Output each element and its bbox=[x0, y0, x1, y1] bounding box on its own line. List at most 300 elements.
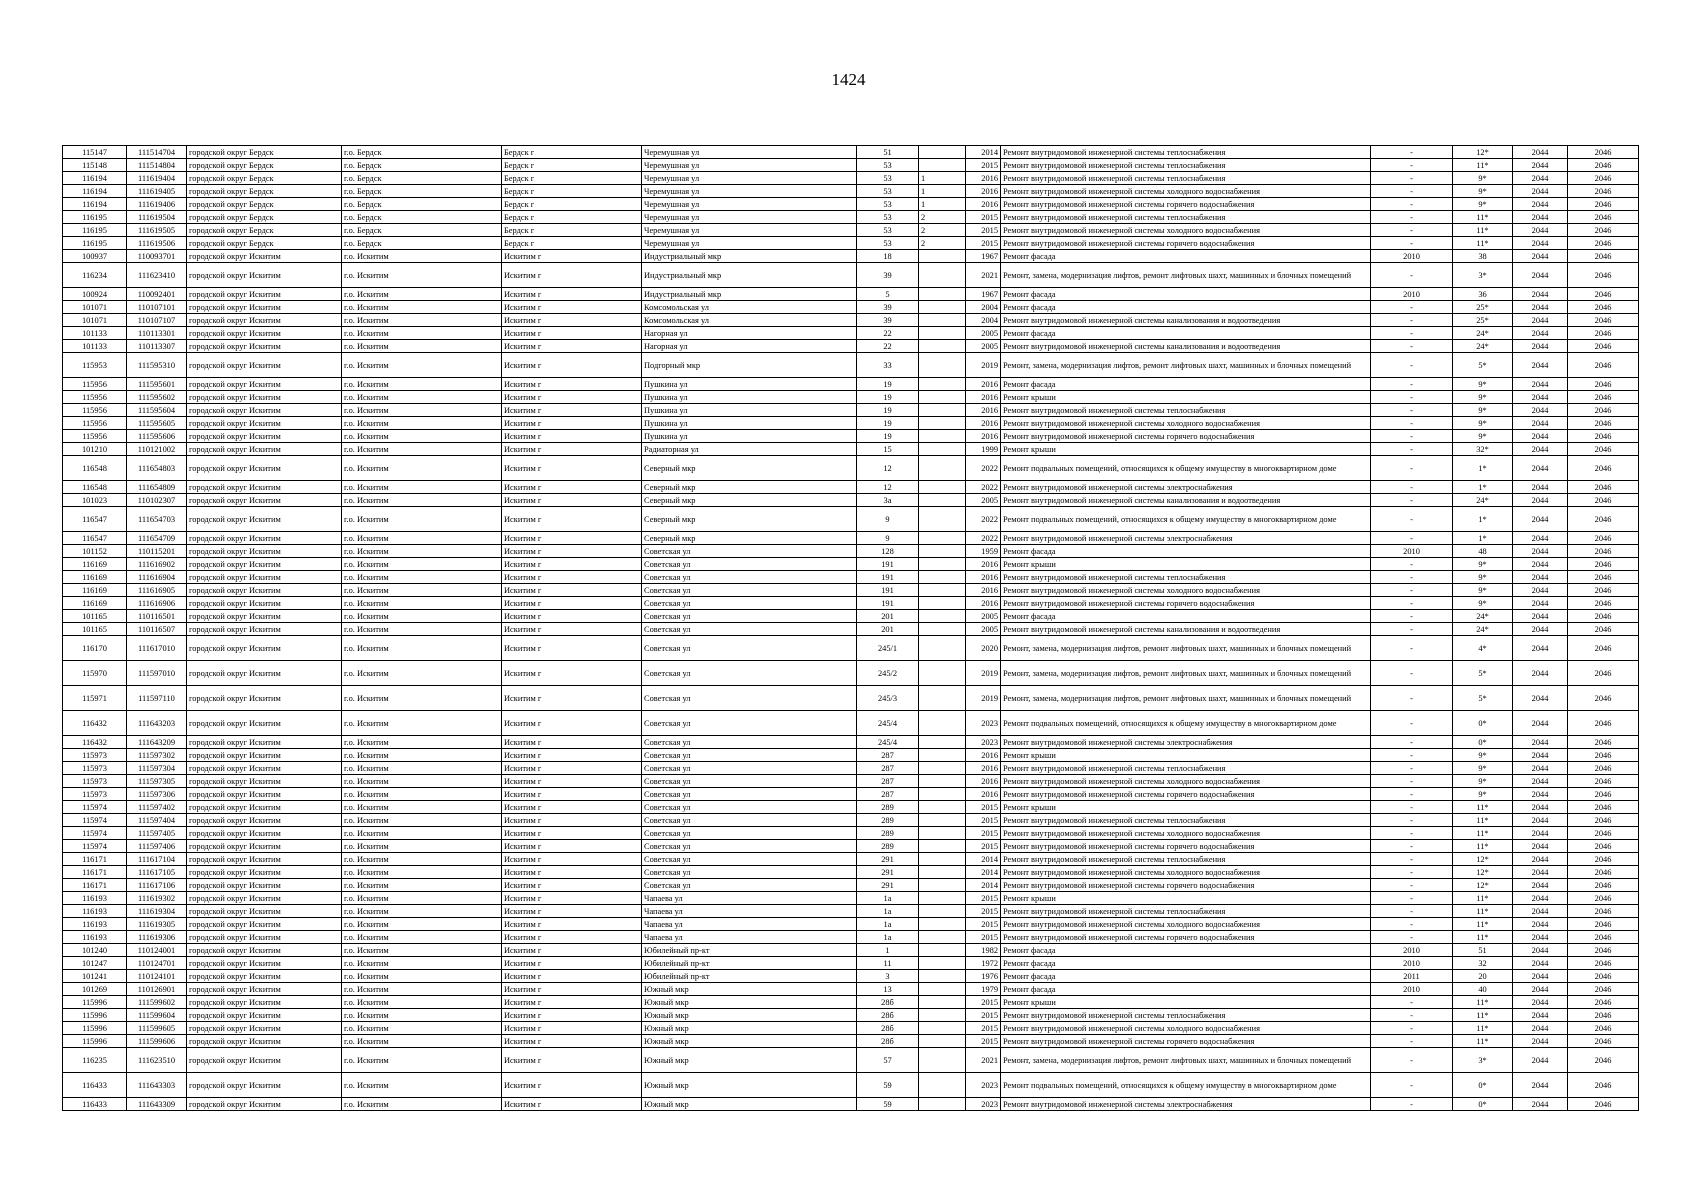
cell-settlement: г.о. Искитим bbox=[342, 661, 502, 686]
cell-years-since: 24* bbox=[1453, 610, 1513, 623]
cell-house-id: 115996 bbox=[63, 996, 127, 1009]
cell-work-type: Ремонт внутридомовой инженерной системы горячего водоснабжения bbox=[1001, 1035, 1371, 1048]
cell-house-number: 19 bbox=[857, 417, 919, 430]
cell-locality: Искитим г bbox=[502, 250, 642, 263]
cell-locality: Искитим г bbox=[502, 288, 642, 301]
cell-locality: Искитим г bbox=[502, 711, 642, 736]
cell-street: Индустриальный мкр bbox=[642, 288, 857, 301]
cell-work-type: Ремонт фасада bbox=[1001, 957, 1371, 970]
cell-plan-start: 2044 bbox=[1513, 827, 1568, 840]
cell-house-number: 53 bbox=[857, 172, 919, 185]
cell-year-built: 2021 bbox=[966, 1048, 1001, 1073]
table-row bbox=[63, 775, 1639, 788]
cell-settlement: г.о. Искитим bbox=[342, 983, 502, 996]
table-row bbox=[63, 686, 1639, 711]
cell-last-repair-year: - bbox=[1371, 814, 1453, 827]
cell-year-built: 2015 bbox=[966, 159, 1001, 172]
cell-house-id: 100924 bbox=[63, 288, 127, 301]
cell-work-id: 111654809 bbox=[127, 481, 187, 494]
cell-last-repair-year: 2010 bbox=[1371, 545, 1453, 558]
cell-work-type: Ремонт внутридомовой инженерной системы холодного водоснабжения bbox=[1001, 775, 1371, 788]
cell-building bbox=[919, 146, 966, 159]
cell-municipality: городской округ Искитим bbox=[187, 443, 342, 456]
cell-municipality: городской округ Искитим bbox=[187, 1022, 342, 1035]
table-row bbox=[63, 571, 1639, 584]
cell-locality: Искитим г bbox=[502, 507, 642, 532]
cell-settlement: г.о. Искитим bbox=[342, 558, 502, 571]
cell-locality: Искитим г bbox=[502, 686, 642, 711]
cell-street: Северный мкр bbox=[642, 532, 857, 545]
cell-house-id: 115973 bbox=[63, 788, 127, 801]
cell-house-id: 115953 bbox=[63, 353, 127, 378]
cell-locality: Искитим г bbox=[502, 636, 642, 661]
cell-years-since: 25* bbox=[1453, 314, 1513, 327]
cell-work-id: 111597302 bbox=[127, 749, 187, 762]
cell-work-id: 110124701 bbox=[127, 957, 187, 970]
cell-last-repair-year: - bbox=[1371, 1048, 1453, 1073]
cell-settlement: г.о. Искитим bbox=[342, 736, 502, 749]
cell-years-since: 11* bbox=[1453, 840, 1513, 853]
cell-building bbox=[919, 417, 966, 430]
cell-street: Черемушная ул bbox=[642, 146, 857, 159]
cell-year-built: 2005 bbox=[966, 327, 1001, 340]
cell-last-repair-year: 2010 bbox=[1371, 250, 1453, 263]
cell-house-id: 116193 bbox=[63, 905, 127, 918]
cell-plan-start: 2044 bbox=[1513, 558, 1568, 571]
cell-year-built: 2016 bbox=[966, 404, 1001, 417]
cell-municipality: городской округ Искитим bbox=[187, 636, 342, 661]
cell-house-id: 116432 bbox=[63, 711, 127, 736]
cell-plan-start: 2044 bbox=[1513, 749, 1568, 762]
cell-year-built: 2015 bbox=[966, 840, 1001, 853]
cell-work-type: Ремонт крыши bbox=[1001, 391, 1371, 404]
cell-house-id: 101071 bbox=[63, 301, 127, 314]
table-row bbox=[63, 545, 1639, 558]
cell-year-built: 2016 bbox=[966, 762, 1001, 775]
cell-last-repair-year: - bbox=[1371, 172, 1453, 185]
cell-building bbox=[919, 636, 966, 661]
table-row bbox=[63, 636, 1639, 661]
cell-settlement: г.о. Искитим bbox=[342, 481, 502, 494]
cell-plan-start: 2044 bbox=[1513, 584, 1568, 597]
cell-work-type: Ремонт фасада bbox=[1001, 610, 1371, 623]
cell-years-since: 9* bbox=[1453, 584, 1513, 597]
cell-work-type: Ремонт внутридомовой инженерной системы горячего водоснабжения bbox=[1001, 597, 1371, 610]
cell-house-id: 116548 bbox=[63, 456, 127, 481]
cell-settlement: г.о. Бердск bbox=[342, 172, 502, 185]
cell-year-built: 2016 bbox=[966, 378, 1001, 391]
cell-plan-end: 2046 bbox=[1568, 1073, 1639, 1098]
cell-house-number: 28б bbox=[857, 1035, 919, 1048]
cell-plan-end: 2046 bbox=[1568, 623, 1639, 636]
cell-last-repair-year: - bbox=[1371, 623, 1453, 636]
cell-plan-end: 2046 bbox=[1568, 263, 1639, 288]
cell-work-type: Ремонт внутридомовой инженерной системы теплоснабжения bbox=[1001, 814, 1371, 827]
cell-house-number: 289 bbox=[857, 801, 919, 814]
cell-house-id: 116235 bbox=[63, 1048, 127, 1073]
table-row bbox=[63, 788, 1639, 801]
cell-building: 1 bbox=[919, 185, 966, 198]
cell-plan-start: 2044 bbox=[1513, 250, 1568, 263]
cell-settlement: г.о. Искитим bbox=[342, 391, 502, 404]
cell-house-number: 291 bbox=[857, 879, 919, 892]
table-row bbox=[63, 301, 1639, 314]
cell-plan-end: 2046 bbox=[1568, 957, 1639, 970]
table-row bbox=[63, 905, 1639, 918]
cell-locality: Искитим г bbox=[502, 481, 642, 494]
cell-house-id: 101165 bbox=[63, 610, 127, 623]
cell-locality: Искитим г bbox=[502, 749, 642, 762]
cell-locality: Бердск г bbox=[502, 159, 642, 172]
cell-locality: Искитим г bbox=[502, 443, 642, 456]
cell-building: 2 bbox=[919, 211, 966, 224]
cell-plan-start: 2044 bbox=[1513, 814, 1568, 827]
cell-work-id: 110092401 bbox=[127, 288, 187, 301]
cell-building bbox=[919, 571, 966, 584]
cell-last-repair-year: - bbox=[1371, 636, 1453, 661]
cell-building bbox=[919, 686, 966, 711]
cell-settlement: г.о. Искитим bbox=[342, 1022, 502, 1035]
cell-years-since: 32 bbox=[1453, 957, 1513, 970]
cell-last-repair-year: - bbox=[1371, 584, 1453, 597]
cell-work-type: Ремонт внутридомовой инженерной системы теплоснабжения bbox=[1001, 1009, 1371, 1022]
cell-year-built: 2016 bbox=[966, 775, 1001, 788]
cell-year-built: 2014 bbox=[966, 853, 1001, 866]
cell-municipality: городской округ Искитим bbox=[187, 661, 342, 686]
cell-locality: Искитим г bbox=[502, 879, 642, 892]
cell-years-since: 24* bbox=[1453, 340, 1513, 353]
cell-last-repair-year: 2010 bbox=[1371, 957, 1453, 970]
cell-plan-start: 2044 bbox=[1513, 711, 1568, 736]
cell-building bbox=[919, 250, 966, 263]
cell-year-built: 2015 bbox=[966, 237, 1001, 250]
cell-work-type: Ремонт внутридомовой инженерной системы теплоснабжения bbox=[1001, 762, 1371, 775]
cell-house-number: 5 bbox=[857, 288, 919, 301]
cell-locality: Искитим г bbox=[502, 391, 642, 404]
table-row bbox=[63, 288, 1639, 301]
cell-years-since: 36 bbox=[1453, 288, 1513, 301]
cell-building bbox=[919, 879, 966, 892]
cell-street: Черемушная ул bbox=[642, 159, 857, 172]
cell-work-id: 111616902 bbox=[127, 558, 187, 571]
cell-plan-end: 2046 bbox=[1568, 636, 1639, 661]
cell-year-built: 2023 bbox=[966, 1073, 1001, 1098]
cell-locality: Искитим г bbox=[502, 610, 642, 623]
cell-house-number: 53 bbox=[857, 237, 919, 250]
cell-settlement: г.о. Искитим bbox=[342, 1073, 502, 1098]
cell-work-type: Ремонт крыши bbox=[1001, 996, 1371, 1009]
cell-last-repair-year: - bbox=[1371, 263, 1453, 288]
cell-work-id: 111654803 bbox=[127, 456, 187, 481]
cell-street: Черемушная ул bbox=[642, 198, 857, 211]
cell-plan-start: 2044 bbox=[1513, 853, 1568, 866]
cell-locality: Искитим г bbox=[502, 340, 642, 353]
cell-work-type: Ремонт внутридомовой инженерной системы холодного водоснабжения bbox=[1001, 224, 1371, 237]
cell-building bbox=[919, 827, 966, 840]
cell-plan-end: 2046 bbox=[1568, 970, 1639, 983]
cell-plan-end: 2046 bbox=[1568, 944, 1639, 957]
cell-plan-start: 2044 bbox=[1513, 610, 1568, 623]
cell-house-number: 191 bbox=[857, 571, 919, 584]
cell-settlement: г.о. Бердск bbox=[342, 198, 502, 211]
cell-last-repair-year: - bbox=[1371, 340, 1453, 353]
cell-plan-start: 2044 bbox=[1513, 1035, 1568, 1048]
cell-years-since: 11* bbox=[1453, 211, 1513, 224]
cell-house-number: 287 bbox=[857, 749, 919, 762]
cell-municipality: городской округ Искитим bbox=[187, 762, 342, 775]
cell-house-id: 115996 bbox=[63, 1022, 127, 1035]
cell-house-number: 191 bbox=[857, 597, 919, 610]
cell-work-id: 111617106 bbox=[127, 879, 187, 892]
cell-work-id: 111597406 bbox=[127, 840, 187, 853]
cell-house-number: 289 bbox=[857, 827, 919, 840]
cell-building bbox=[919, 1048, 966, 1073]
table-row bbox=[63, 1035, 1639, 1048]
cell-street: Южный мкр bbox=[642, 1098, 857, 1111]
cell-last-repair-year: - bbox=[1371, 558, 1453, 571]
cell-settlement: г.о. Искитим bbox=[342, 775, 502, 788]
cell-street: Юбилейный пр-кт bbox=[642, 957, 857, 970]
cell-year-built: 2022 bbox=[966, 507, 1001, 532]
table-row bbox=[63, 918, 1639, 931]
cell-work-type: Ремонт внутридомовой инженерной системы холодного водоснабжения bbox=[1001, 417, 1371, 430]
cell-street: Советская ул bbox=[642, 775, 857, 788]
cell-work-type: Ремонт внутридомовой инженерной системы горячего водоснабжения bbox=[1001, 198, 1371, 211]
cell-work-type: Ремонт, замена, модернизация лифтов, ремонт лифтовых шахт, машинных и блочных помещений bbox=[1001, 636, 1371, 661]
cell-plan-end: 2046 bbox=[1568, 853, 1639, 866]
cell-years-since: 11* bbox=[1453, 801, 1513, 814]
cell-settlement: г.о. Искитим bbox=[342, 430, 502, 443]
table-row bbox=[63, 970, 1639, 983]
page-number: 1424 bbox=[831, 70, 866, 89]
table-row bbox=[63, 623, 1639, 636]
cell-last-repair-year: 2011 bbox=[1371, 970, 1453, 983]
cell-last-repair-year: - bbox=[1371, 762, 1453, 775]
table-row bbox=[63, 1098, 1639, 1111]
cell-plan-end: 2046 bbox=[1568, 610, 1639, 623]
cell-building bbox=[919, 775, 966, 788]
cell-plan-end: 2046 bbox=[1568, 391, 1639, 404]
cell-locality: Искитим г bbox=[502, 983, 642, 996]
cell-years-since: 11* bbox=[1453, 931, 1513, 944]
cell-year-built: 2016 bbox=[966, 417, 1001, 430]
cell-building bbox=[919, 996, 966, 1009]
cell-work-type: Ремонт фасада bbox=[1001, 983, 1371, 996]
cell-house-number: 245/4 bbox=[857, 711, 919, 736]
cell-locality: Искитим г bbox=[502, 931, 642, 944]
cell-year-built: 2015 bbox=[966, 1009, 1001, 1022]
cell-years-since: 11* bbox=[1453, 1009, 1513, 1022]
cell-work-id: 111597405 bbox=[127, 827, 187, 840]
cell-house-id: 101152 bbox=[63, 545, 127, 558]
cell-years-since: 12* bbox=[1453, 853, 1513, 866]
cell-plan-end: 2046 bbox=[1568, 736, 1639, 749]
table-row bbox=[63, 957, 1639, 970]
cell-street: Советская ул bbox=[642, 866, 857, 879]
cell-years-since: 1* bbox=[1453, 532, 1513, 545]
cell-plan-start: 2044 bbox=[1513, 404, 1568, 417]
cell-street: Чапаева ул bbox=[642, 918, 857, 931]
cell-plan-start: 2044 bbox=[1513, 353, 1568, 378]
cell-work-id: 111616904 bbox=[127, 571, 187, 584]
cell-work-id: 110124101 bbox=[127, 970, 187, 983]
cell-work-type: Ремонт внутридомовой инженерной системы теплоснабжения bbox=[1001, 146, 1371, 159]
cell-years-since: 5* bbox=[1453, 353, 1513, 378]
cell-settlement: г.о. Искитим bbox=[342, 749, 502, 762]
cell-year-built: 2023 bbox=[966, 711, 1001, 736]
cell-plan-start: 2044 bbox=[1513, 237, 1568, 250]
cell-street: Советская ул bbox=[642, 879, 857, 892]
cell-locality: Искитим г bbox=[502, 736, 642, 749]
cell-house-id: 115956 bbox=[63, 430, 127, 443]
cell-work-id: 111595601 bbox=[127, 378, 187, 391]
cell-house-id: 116169 bbox=[63, 597, 127, 610]
cell-year-built: 2015 bbox=[966, 996, 1001, 1009]
cell-plan-start: 2044 bbox=[1513, 905, 1568, 918]
cell-building bbox=[919, 905, 966, 918]
table-row bbox=[63, 558, 1639, 571]
cell-house-id: 116193 bbox=[63, 931, 127, 944]
table-row bbox=[63, 879, 1639, 892]
cell-year-built: 2015 bbox=[966, 1022, 1001, 1035]
cell-plan-end: 2046 bbox=[1568, 775, 1639, 788]
cell-years-since: 1* bbox=[1453, 507, 1513, 532]
cell-work-id: 111619506 bbox=[127, 237, 187, 250]
cell-work-type: Ремонт крыши bbox=[1001, 558, 1371, 571]
cell-plan-end: 2046 bbox=[1568, 866, 1639, 879]
cell-years-since: 1* bbox=[1453, 481, 1513, 494]
cell-years-since: 9* bbox=[1453, 404, 1513, 417]
cell-house-id: 115956 bbox=[63, 378, 127, 391]
cell-municipality: городской округ Искитим bbox=[187, 749, 342, 762]
cell-year-built: 2019 bbox=[966, 353, 1001, 378]
cell-settlement: г.о. Искитим bbox=[342, 1098, 502, 1111]
cell-year-built: 1967 bbox=[966, 288, 1001, 301]
cell-years-since: 9* bbox=[1453, 378, 1513, 391]
cell-work-id: 111597305 bbox=[127, 775, 187, 788]
cell-locality: Искитим г bbox=[502, 353, 642, 378]
cell-settlement: г.о. Искитим bbox=[342, 494, 502, 507]
cell-street: Советская ул bbox=[642, 610, 857, 623]
cell-work-id: 111643203 bbox=[127, 711, 187, 736]
cell-plan-end: 2046 bbox=[1568, 353, 1639, 378]
cell-year-built: 2014 bbox=[966, 879, 1001, 892]
cell-house-id: 115970 bbox=[63, 661, 127, 686]
cell-plan-end: 2046 bbox=[1568, 931, 1639, 944]
cell-municipality: городской округ Искитим bbox=[187, 353, 342, 378]
table-row bbox=[63, 237, 1639, 250]
cell-municipality: городской округ Бердск bbox=[187, 159, 342, 172]
cell-street: Подгорный мкр bbox=[642, 353, 857, 378]
cell-plan-end: 2046 bbox=[1568, 172, 1639, 185]
table-row bbox=[63, 314, 1639, 327]
cell-year-built: 2016 bbox=[966, 597, 1001, 610]
table-row bbox=[63, 711, 1639, 736]
cell-settlement: г.о. Искитим bbox=[342, 1035, 502, 1048]
cell-street: Советская ул bbox=[642, 558, 857, 571]
table-row bbox=[63, 391, 1639, 404]
cell-last-repair-year: - bbox=[1371, 159, 1453, 172]
cell-plan-start: 2044 bbox=[1513, 957, 1568, 970]
cell-municipality: городской округ Искитим bbox=[187, 686, 342, 711]
cell-work-type: Ремонт фасада bbox=[1001, 250, 1371, 263]
cell-plan-start: 2044 bbox=[1513, 944, 1568, 957]
cell-year-built: 2023 bbox=[966, 1098, 1001, 1111]
cell-street: Юбилейный пр-кт bbox=[642, 970, 857, 983]
cell-years-since: 9* bbox=[1453, 430, 1513, 443]
cell-house-id: 115974 bbox=[63, 814, 127, 827]
cell-plan-start: 2044 bbox=[1513, 211, 1568, 224]
cell-work-type: Ремонт внутридомовой инженерной системы горячего водоснабжения bbox=[1001, 879, 1371, 892]
cell-plan-start: 2044 bbox=[1513, 1098, 1568, 1111]
cell-locality: Искитим г bbox=[502, 417, 642, 430]
cell-municipality: городской округ Искитим bbox=[187, 905, 342, 918]
cell-house-id: 115974 bbox=[63, 801, 127, 814]
cell-street: Комсомольская ул bbox=[642, 314, 857, 327]
cell-plan-start: 2044 bbox=[1513, 892, 1568, 905]
cell-plan-start: 2044 bbox=[1513, 327, 1568, 340]
cell-last-repair-year: - bbox=[1371, 892, 1453, 905]
cell-building bbox=[919, 456, 966, 481]
cell-work-id: 111595604 bbox=[127, 404, 187, 417]
cell-house-number: 22 bbox=[857, 340, 919, 353]
cell-years-since: 38 bbox=[1453, 250, 1513, 263]
cell-year-built: 2015 bbox=[966, 905, 1001, 918]
cell-plan-end: 2046 bbox=[1568, 532, 1639, 545]
cell-locality: Искитим г bbox=[502, 571, 642, 584]
cell-street: Советская ул bbox=[642, 623, 857, 636]
cell-years-since: 9* bbox=[1453, 597, 1513, 610]
cell-work-type: Ремонт внутридомовой инженерной системы электроснабжения bbox=[1001, 1098, 1371, 1111]
cell-municipality: городской округ Искитим bbox=[187, 1035, 342, 1048]
cell-house-number: 1 bbox=[857, 944, 919, 957]
cell-house-number: 245/3 bbox=[857, 686, 919, 711]
cell-house-id: 115973 bbox=[63, 749, 127, 762]
cell-municipality: городской округ Искитим bbox=[187, 430, 342, 443]
cell-house-id: 115956 bbox=[63, 404, 127, 417]
cell-locality: Бердск г bbox=[502, 185, 642, 198]
cell-plan-end: 2046 bbox=[1568, 378, 1639, 391]
cell-plan-end: 2046 bbox=[1568, 918, 1639, 931]
cell-street: Советская ул bbox=[642, 762, 857, 775]
cell-building bbox=[919, 507, 966, 532]
cell-municipality: городской округ Искитим bbox=[187, 1009, 342, 1022]
cell-years-since: 9* bbox=[1453, 391, 1513, 404]
cell-settlement: г.о. Искитим bbox=[342, 879, 502, 892]
cell-building bbox=[919, 957, 966, 970]
cell-building bbox=[919, 853, 966, 866]
cell-settlement: г.о. Искитим bbox=[342, 840, 502, 853]
cell-work-type: Ремонт, замена, модернизация лифтов, ремонт лифтовых шахт, машинных и блочных помещений bbox=[1001, 661, 1371, 686]
cell-plan-start: 2044 bbox=[1513, 481, 1568, 494]
cell-work-type: Ремонт внутридомовой инженерной системы холодного водоснабжения bbox=[1001, 584, 1371, 597]
cell-years-since: 0* bbox=[1453, 1098, 1513, 1111]
cell-plan-start: 2044 bbox=[1513, 545, 1568, 558]
cell-years-since: 11* bbox=[1453, 814, 1513, 827]
cell-work-type: Ремонт внутридомовой инженерной системы теплоснабжения bbox=[1001, 905, 1371, 918]
cell-years-since: 9* bbox=[1453, 749, 1513, 762]
cell-work-id: 110107107 bbox=[127, 314, 187, 327]
cell-plan-end: 2046 bbox=[1568, 545, 1639, 558]
cell-plan-start: 2044 bbox=[1513, 597, 1568, 610]
cell-settlement: г.о. Искитим bbox=[342, 378, 502, 391]
cell-building bbox=[919, 983, 966, 996]
cell-municipality: городской округ Искитим bbox=[187, 263, 342, 288]
cell-house-id: 116548 bbox=[63, 481, 127, 494]
cell-house-id: 115973 bbox=[63, 775, 127, 788]
cell-building bbox=[919, 532, 966, 545]
cell-plan-end: 2046 bbox=[1568, 1022, 1639, 1035]
